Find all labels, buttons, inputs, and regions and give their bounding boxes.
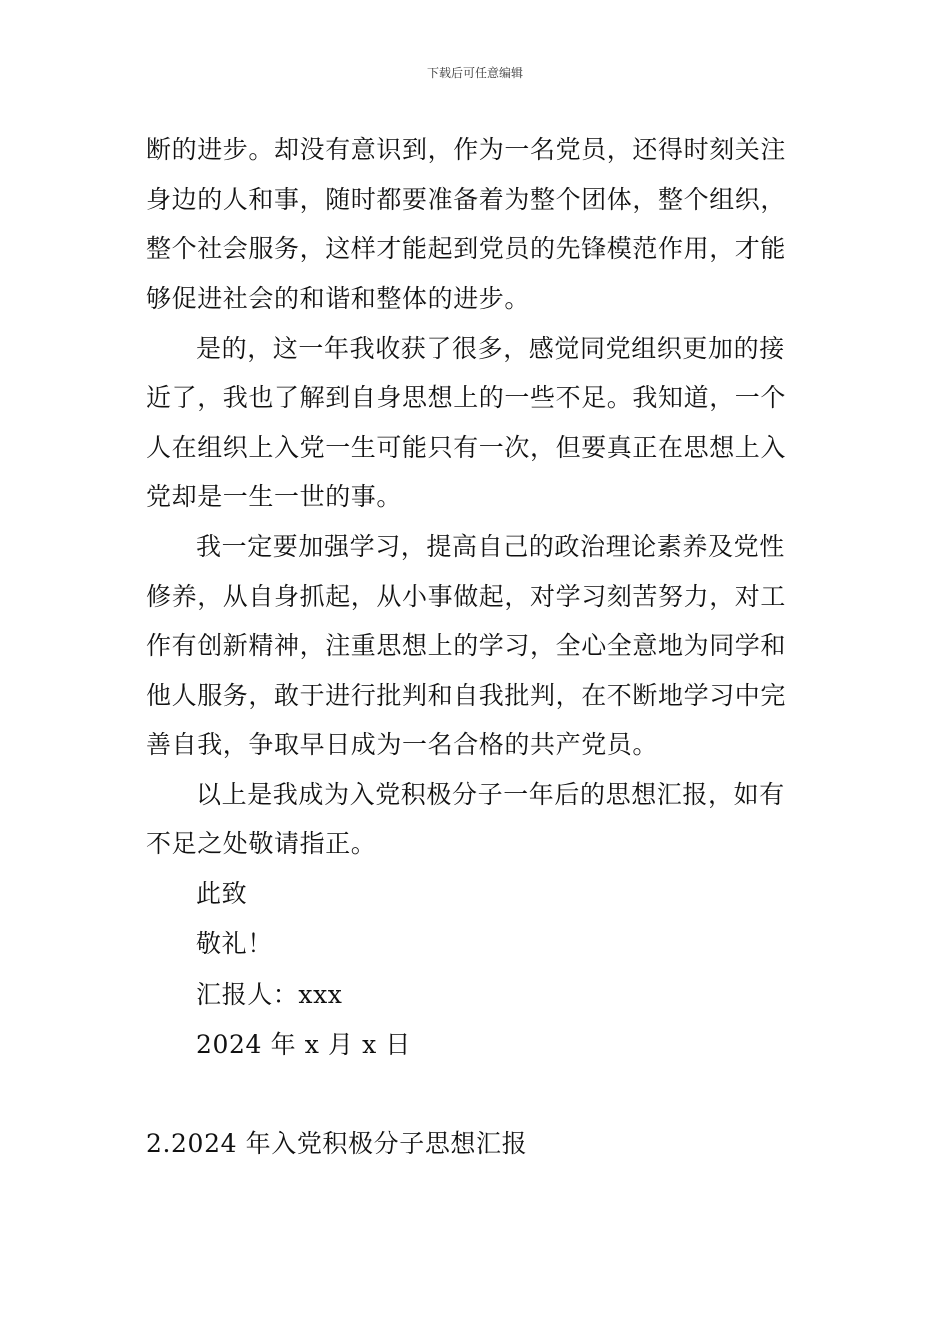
paragraph-2-line-3: 人在组织上入党一生可能只有一次，但要真正在思想上入: [146, 433, 787, 462]
paragraph-2-line-1: 是的，这一年我收获了很多，感觉同党组织更加的接: [196, 334, 785, 363]
paragraph-2-line-4: 党却是一生一世的事。: [146, 482, 403, 511]
closing-salutation: 此致: [196, 879, 248, 908]
closing-reporter: 汇报人：xxx: [196, 980, 343, 1009]
closing-date: 2024 年 x 月 x 日: [196, 1030, 411, 1059]
paragraph-3-line-3: 作有创新精神，注重思想上的学习，全心全意地为同学和: [146, 631, 787, 660]
page-header-note: 下载后可任意编辑: [426, 66, 523, 80]
paragraph-1-line-2: 身边的人和事，随时都要准备着为整个团体，整个组织，: [146, 185, 787, 214]
paragraph-4-line-1: 以上是我成为入党积极分子一年后的思想汇报，如有: [196, 780, 785, 809]
paragraph-3-line-5: 善自我，争取早日成为一名合格的共产党员。: [146, 730, 659, 759]
paragraph-2-line-2: 近了，我也了解到自身思想上的一些不足。我知道，一个: [146, 383, 787, 412]
paragraph-4-line-2: 不足之处敬请指正。: [146, 829, 377, 858]
section-title: 2.2024 年入党积极分子思想汇报: [146, 1129, 528, 1158]
paragraph-3-line-1: 我一定要加强学习，提高自己的政治理论素养及党性: [196, 532, 785, 561]
paragraph-3-line-2: 修养，从自身抓起，从小事做起，对学习刻苦努力，对工: [146, 582, 787, 611]
paragraph-1-line-3: 整个社会服务，这样才能起到党员的先锋模范作用，才能: [146, 234, 787, 263]
paragraph-1-line-1: 断的进步。却没有意识到，作为一名党员，还得时刻关注: [146, 135, 787, 164]
paragraph-3-line-4: 他人服务，敢于进行批判和自我批判，在不断地学习中完: [146, 681, 787, 710]
paragraph-1-line-4: 够促进社会的和谐和整体的进步。: [146, 284, 531, 313]
closing-respect: 敬礼！: [196, 929, 273, 958]
